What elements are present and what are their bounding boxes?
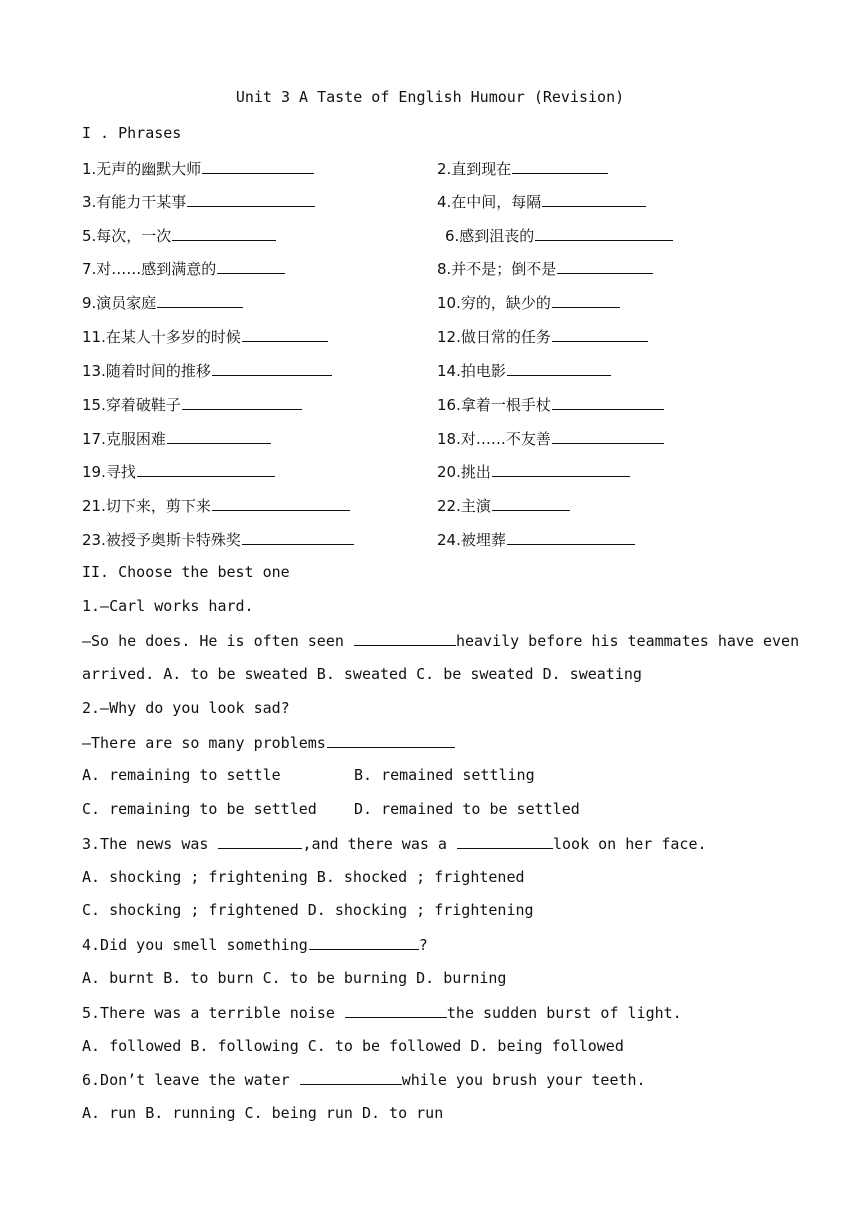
question-4-options: A. burnt B. to burn C. to be burning D. burning	[82, 969, 507, 987]
phrase-item: 23.被授予奥斯卡特殊奖	[82, 529, 354, 550]
section-heading-choose: II. Choose the best one	[82, 563, 290, 581]
phrase-item: 10.穷的，缺少的	[437, 292, 620, 313]
question-6-options: A. run B. running C. being run D. to run	[82, 1104, 444, 1122]
question-3-options-cd: C. shocking ; frightened D. shocking ; frightening	[82, 901, 534, 919]
phrase-item: 19.寻找	[82, 461, 275, 482]
question-3-options-ab: A. shocking ; frightening B. shocked ; frightened	[82, 868, 525, 886]
phrase-item: 14.拍电影	[437, 360, 611, 381]
phrase-item: 6.感到沮丧的	[445, 225, 673, 246]
question-2-option-a: A. remaining to settle	[82, 766, 281, 784]
phrase-item: 13.随着时间的推移	[82, 360, 332, 381]
phrase-item: 20.挑出	[437, 461, 630, 482]
phrase-item: 15.穿着破鞋子	[82, 394, 302, 415]
phrase-item: 22.主演	[437, 495, 570, 516]
page-title: Unit 3 A Taste of English Humour (Revision)	[235, 88, 625, 106]
section-heading-phrases: I . Phrases	[82, 124, 182, 142]
phrase-item: 4.在中间，每隔	[437, 191, 646, 212]
question-2-option-c: C. remaining to be settled	[82, 800, 317, 818]
question-2-option-b: B. remained settling	[354, 766, 535, 784]
phrase-item: 11.在某人十多岁的时候	[82, 326, 328, 347]
question-6-line: 6.Don’t leave the water while you brush your teeth.	[82, 1071, 646, 1089]
question-1-line-1: 1.—Carl works hard.	[82, 597, 254, 615]
phrase-item: 2.直到现在	[437, 158, 608, 179]
question-2-line-1: 2.—Why do you look sad?	[82, 699, 290, 717]
phrase-item: 16.拿着一根手杖	[437, 394, 664, 415]
phrase-item: 18.对……不友善	[437, 428, 664, 449]
question-1-line-2: —So he does. He is often seen heavily before his teammates have even	[82, 632, 800, 650]
phrase-item: 5.每次，一次	[82, 225, 276, 246]
phrase-item: 9.演员家庭	[82, 292, 243, 313]
question-3-line: 3.The news was ,and there was a look on her face.	[82, 835, 707, 853]
question-5-line: 5.There was a terrible noise the sudden burst of light.	[82, 1004, 682, 1022]
question-5-options: A. followed B. following C. to be followed D. being followed	[82, 1037, 624, 1055]
phrase-item: 12.做日常的任务	[437, 326, 648, 347]
phrase-item: 17.克服困难	[82, 428, 271, 449]
phrase-item: 21.切下来，剪下来	[82, 495, 350, 516]
question-4-line: 4.Did you smell something ?	[82, 936, 428, 954]
question-1-options: arrived. A. to be sweated B. sweated C. be sweated D. sweating	[82, 665, 642, 683]
phrase-item: 8.并不是；倒不是	[437, 258, 653, 279]
question-2-option-d: D. remained to be settled	[354, 800, 580, 818]
phrase-item: 24.被埋葬	[437, 529, 635, 550]
question-2-line-2: —There are so many problems	[82, 733, 455, 752]
phrase-item: 3.有能力干某事	[82, 191, 315, 212]
phrase-item: 7.对……感到满意的	[82, 258, 285, 279]
phrase-item: 1.无声的幽默大师	[82, 158, 314, 179]
